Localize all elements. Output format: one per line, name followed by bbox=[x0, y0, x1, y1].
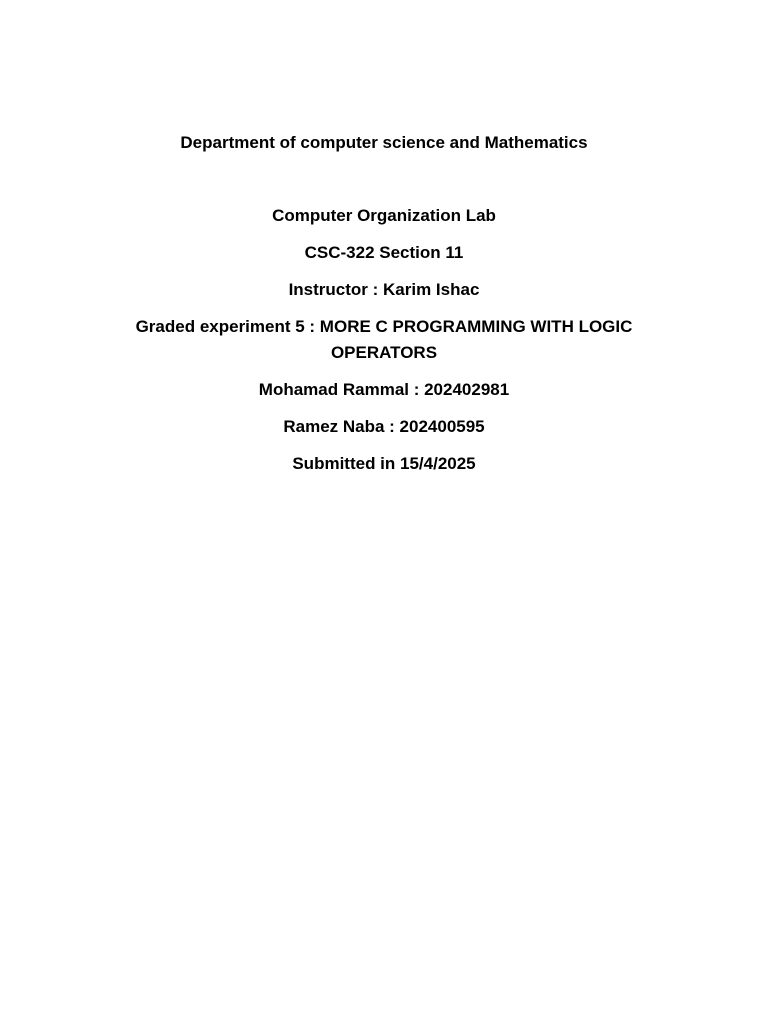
department-heading: Department of computer science and Mathematics bbox=[180, 133, 588, 152]
student-2: Ramez Naba : 202400595 bbox=[283, 417, 485, 436]
experiment-title: Graded experiment 5 : MORE C PROGRAMMING WITH LOGIC OPERATORS bbox=[135, 317, 633, 362]
student-1: Mohamad Rammal : 202402981 bbox=[258, 380, 510, 399]
instructor-line: Instructor : Karim Ishac bbox=[288, 280, 480, 299]
course-name: Computer Organization Lab bbox=[272, 206, 496, 225]
submission-date: Submitted in 15/4/2025 bbox=[292, 454, 476, 473]
course-section: CSC-322 Section 11 bbox=[304, 243, 464, 262]
